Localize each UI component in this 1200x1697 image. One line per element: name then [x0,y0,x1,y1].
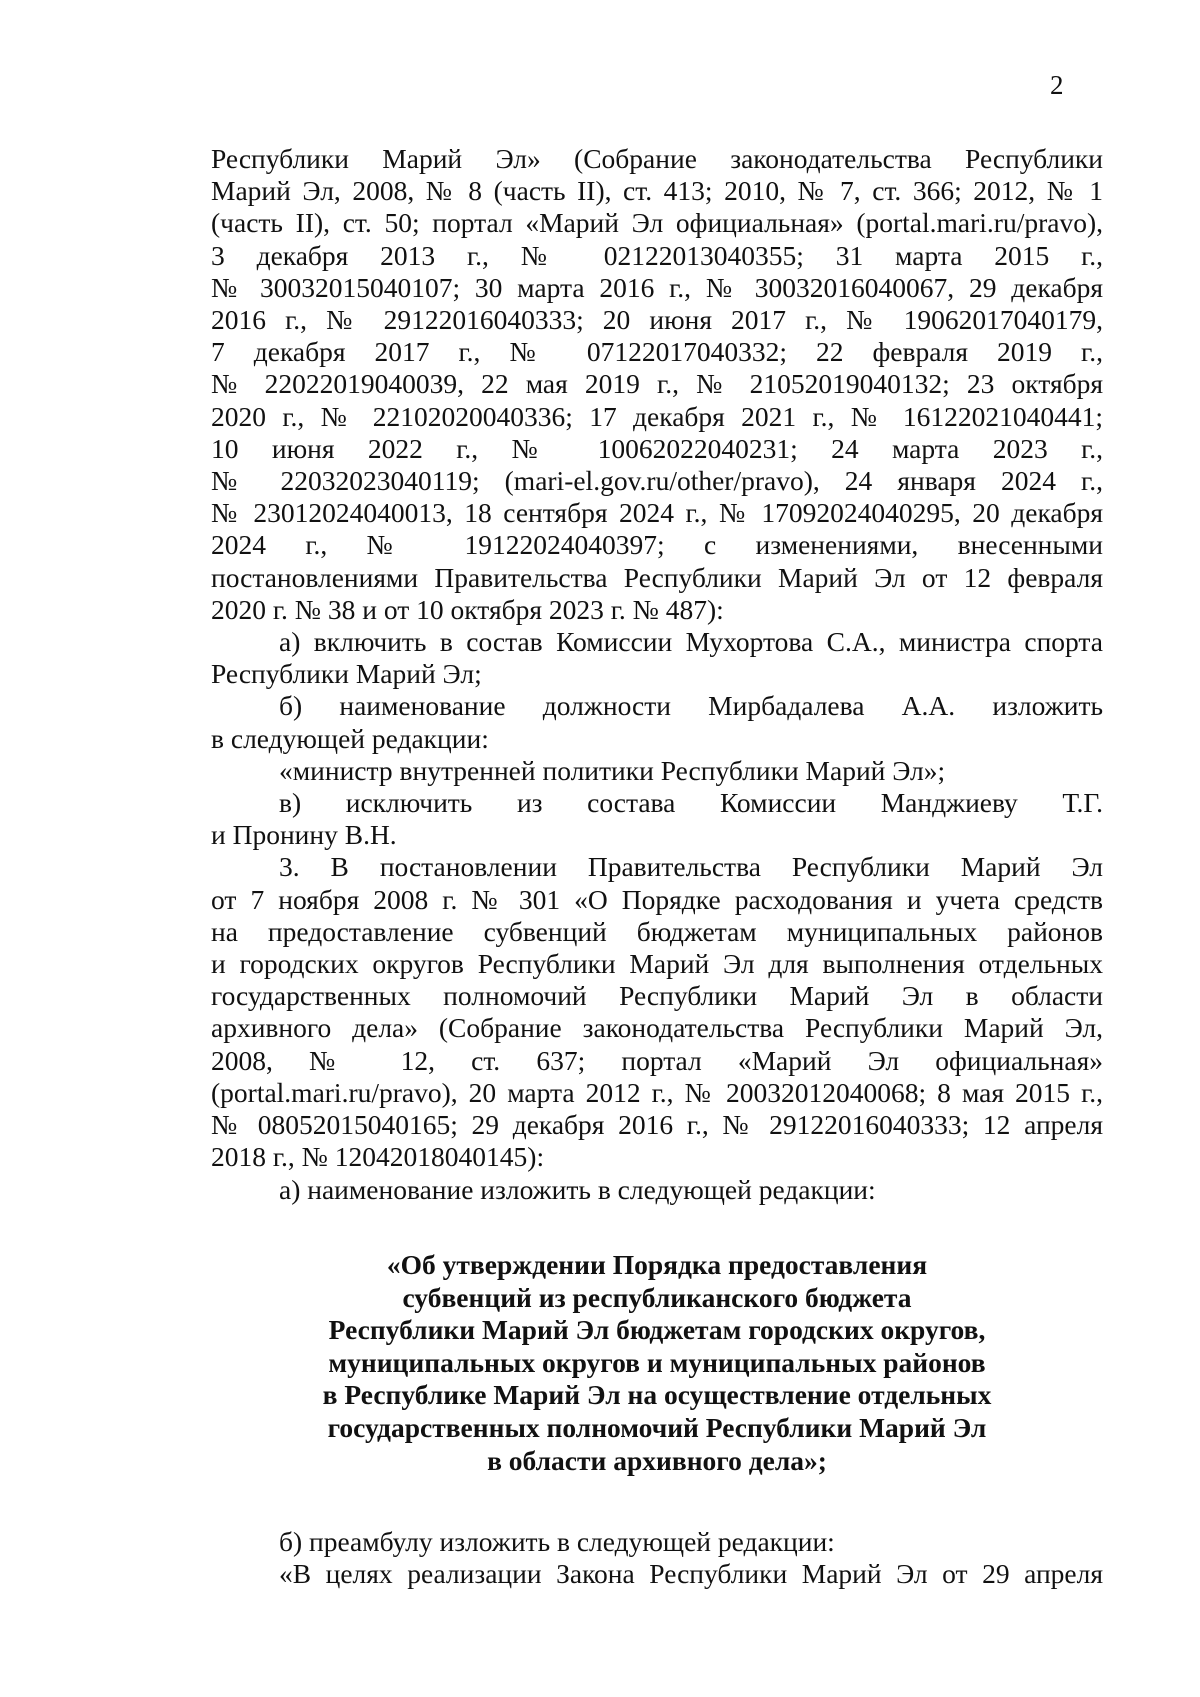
text-line: 2018 г., № 12042018040145): [211,1141,545,1173]
text-line: (часть II), ст. 50; портал «Марий Эл официальная» (portal.mari.ru/pravo), [211,207,1103,239]
text-line: (portal.mari.ru/pravo), 20 марта 2012 г., № 20032012040068; 8 мая 2015 г., [211,1076,1103,1108]
text-line: архивного дела» (Собрание законодательства Республики Марий Эл, [211,1012,1103,1044]
text-line: № 22032023040119; (mari-el.gov.ru/other/pravo), 24 января 2024 г., [211,465,1103,497]
text-line: а) наименование изложить в следующей редакции: [279,1173,876,1205]
text-line: Республики Марий Эл» (Собрание законодательства Республики [211,143,1103,174]
text-line: б) наименование должности Мирбадалева А.А. изложить [279,690,1103,722]
text-line: 3 декабря 2013 г., № 02122013040355; 31 марта 2015 г., [211,239,1103,271]
section-3-item-b-paragraph [211,1526,1103,1558]
item-b-paragraph [211,690,1103,754]
amended-title [211,1249,1103,1477]
text-line: 2016 г., № 29122016040333; 20 июня 2017 г., № 19062017040179, [211,304,1103,336]
document-tail [211,1526,1103,1590]
text-line: № 30032015040107; 30 марта 2016 г., № 30032016040067, 29 декабря [211,271,1103,303]
text-line: «В целях реализации Закона Республики Марий Эл от 29 апреля [279,1558,1103,1590]
title-line: Республики Марий Эл бюджетам городских округов, [328,1314,986,1346]
text-line: 2024 г., № 19122024040397; с изменениями, внесенными [211,529,1103,561]
amendment-sources-paragraph [211,143,1103,626]
text-line: № 23012024040013, 18 сентября 2024 г., № 17092024040295, 20 декабря [211,497,1103,529]
text-line: 2008, № 12, ст. 637; портал «Марий Эл официальная» [211,1044,1103,1076]
title-line: в области архивного дела»; [487,1444,827,1476]
text-line: на предоставление субвенций бюджетам муниципальных районов [211,915,1103,947]
text-line: и Пронину В.Н. [211,819,397,851]
text-line: 7 декабря 2017 г., № 07122017040332; 22 февраля 2019 г., [211,336,1103,368]
title-line: государственных полномочий Республики Марий Эл [327,1411,987,1443]
section-3-item-a-paragraph [211,1174,1103,1206]
text-line: постановлениями Правительства Республики Марий Эл от 12 февраля [211,561,1103,593]
text-line: Марий Эл, 2008, № 8 (часть II), ст. 413; 2010, № 7, ст. 366; 2012, № 1 [211,175,1103,207]
preamble-paragraph [211,1558,1103,1590]
page-number: 2 [1050,70,1064,100]
text-line: б) преамбулу изложить в следующей редакции: [279,1526,835,1557]
title-line: «Об утверждении Порядка предоставления [386,1249,928,1280]
text-line: 2020 г. № 38 и от 10 октября 2023 г. № 487): [211,593,724,625]
document-body [211,143,1103,1206]
text-line: 10 июня 2022 г., № 10062022040231; 24 марта 2023 г., [211,432,1103,464]
text-line: «министр внутренней политики Республики Марий Эл»; [279,754,946,786]
section-3-paragraph [211,851,1103,1173]
item-a-paragraph [211,626,1103,690]
text-line: Республики Марий Эл; [211,658,482,690]
text-line: от 7 ноября 2008 г. № 301 «О Порядке расходования и учета средств [211,883,1103,915]
text-line: государственных полномочий Республики Марий Эл в области [211,980,1103,1012]
text-line: 3. В постановлении Правительства Республики Марий Эл [279,851,1103,883]
text-line: 2020 г., № 22102020040336; 17 декабря 2021 г., № 16122021040441; [211,400,1103,432]
text-line: в следующей редакции: [211,722,489,754]
text-line: № 08052015040165; 29 декабря 2016 г., № 29122016040333; 12 апреля [211,1109,1103,1141]
title-line: в Республике Марий Эл на осуществление отдельных [322,1379,992,1411]
item-b-quote-paragraph [211,755,1103,787]
item-v-paragraph [211,787,1103,851]
title-line: субвенций из республиканского бюджета [402,1281,912,1313]
text-line: и городских округов Республики Марий Эл для выполнения отдельных [211,948,1103,980]
text-line: в) исключить из состава Комиссии Манджиеву Т.Г. [279,787,1103,819]
title-line: муниципальных округов и муниципальных районов [328,1346,986,1378]
text-line: № 22022019040039, 22 мая 2019 г., № 21052019040132; 23 октября [211,368,1103,400]
text-line: а) включить в состав Комиссии Мухортова С.А., министра спорта [279,626,1103,658]
